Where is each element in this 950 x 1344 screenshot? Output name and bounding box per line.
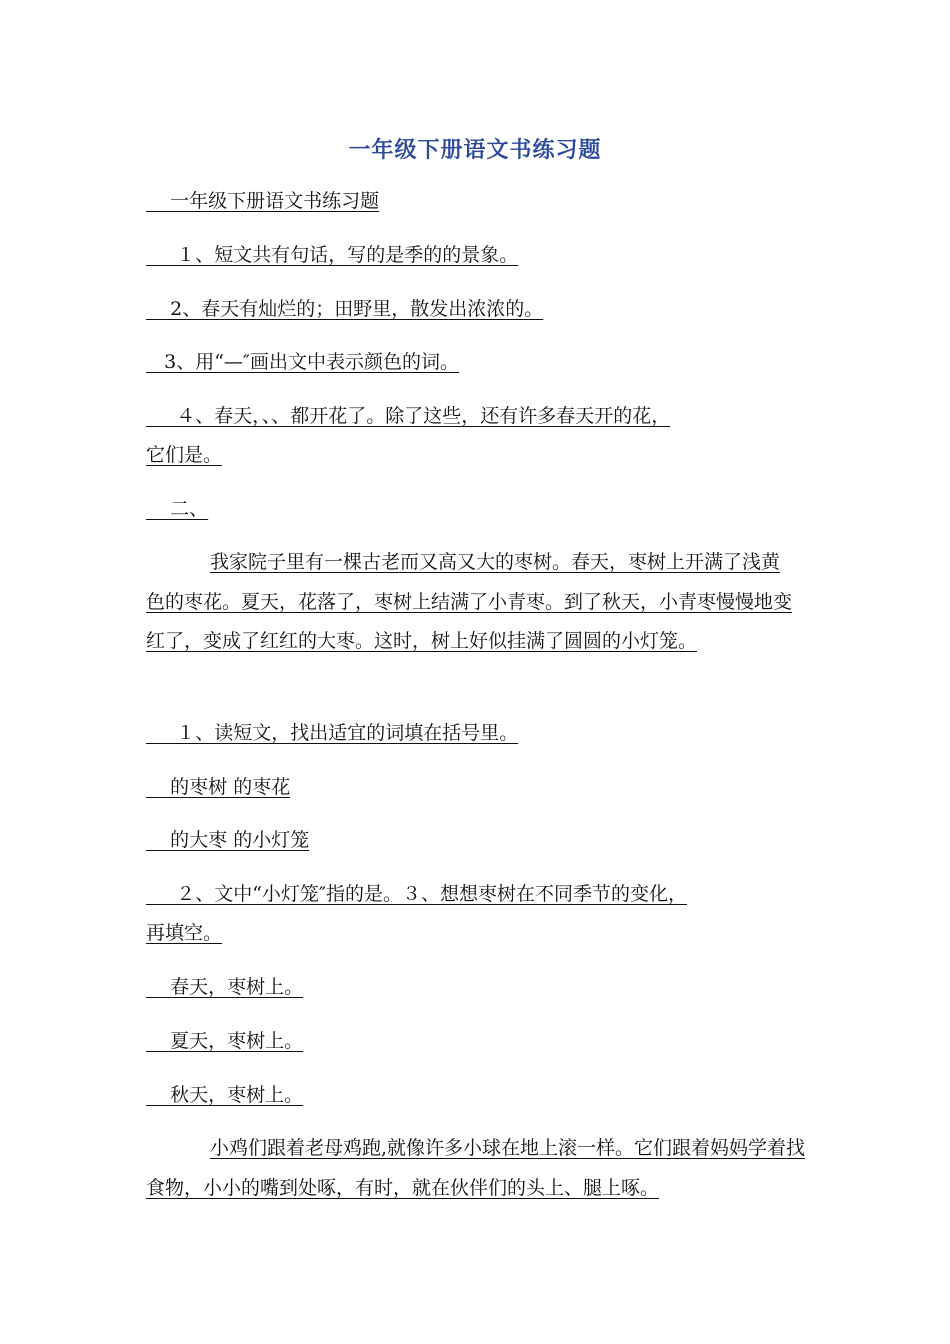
exercise-2-3-line: ２、文中“小灯笼″指的是。３、想想枣树在不同季节的变化， xyxy=(146,883,688,905)
question-4-line: ４、春天，、、都开花了。除了这些，还有许多春天开的花， xyxy=(146,405,671,427)
passage-chicks: 小鸡们跟着老母鸡跑,就像许多小球在地上滚一样。它们跟着妈妈学着找食物，小小的嘴到处啄，有时，就在伙伴们的头上、腿上啄。 xyxy=(146,1137,806,1199)
fill-blank-line-2: 的大枣 的小灯笼 xyxy=(146,829,310,851)
section-two-heading: 二、 xyxy=(146,498,209,520)
question-3-line: 3、用“—″画出文中表示颜色的词。 xyxy=(146,351,460,373)
question-2-line: 2、春天有灿烂的；田野里，散发出浓浓的。 xyxy=(146,298,544,320)
fill-blank-line-1: 的枣树 的枣花 xyxy=(146,776,291,798)
exercise-1-line: １、读短文，找出适宜的词填在括号里。 xyxy=(146,722,519,744)
autumn-line: 秋天，枣树上。 xyxy=(146,1084,304,1106)
passage-jujube-tree: 我家院子里有一棵古老而又高又大的枣树。春天，枣树上开满了浅黄色的枣花。夏天，花落了，枣树上结满了小青枣。到了秋天，小青枣慢慢地变红了，变成了红红的大枣。这时，树上好似挂满了圆圆的小灯笼。 xyxy=(146,551,793,652)
subtitle-line: 一年级下册语文书练习题 xyxy=(146,190,380,212)
question-4-continuation: 它们是。 xyxy=(146,444,223,466)
summer-line: 夏天，枣树上。 xyxy=(146,1030,304,1052)
exercise-3-continuation: 再填空。 xyxy=(146,922,223,944)
question-1-line: １、短文共有句话，写的是季的的景象。 xyxy=(146,244,519,266)
page-title: 一年级下册语文书练习题 xyxy=(348,138,602,163)
spring-line: 春天，枣树上。 xyxy=(146,976,304,998)
